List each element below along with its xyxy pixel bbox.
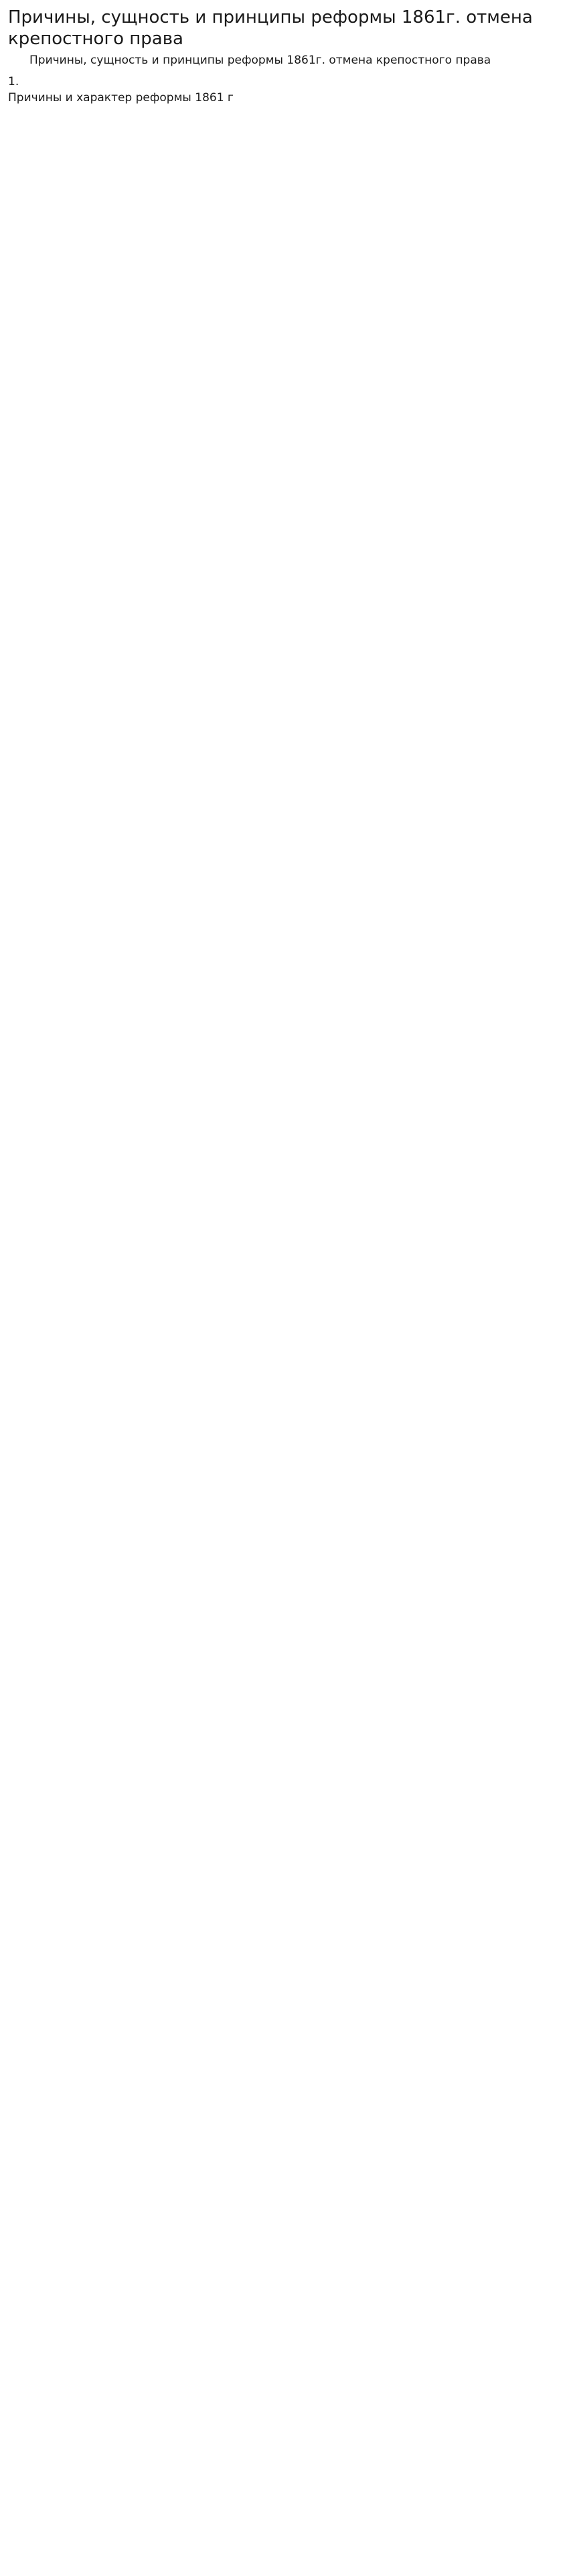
text-line: Причины и характер реформы 1861 г — [8, 91, 234, 105]
document-page — [0, 0, 567, 119]
document-body — [8, 74, 559, 106]
document-subtitle: Причины, сущность и принципы реформы 1861г. отмена крепостного права — [29, 54, 491, 67]
text-line: 1. — [8, 75, 19, 88]
document-title: Причины, сущность и принципы реформы 1861г. отмена крепостного права — [8, 7, 533, 49]
